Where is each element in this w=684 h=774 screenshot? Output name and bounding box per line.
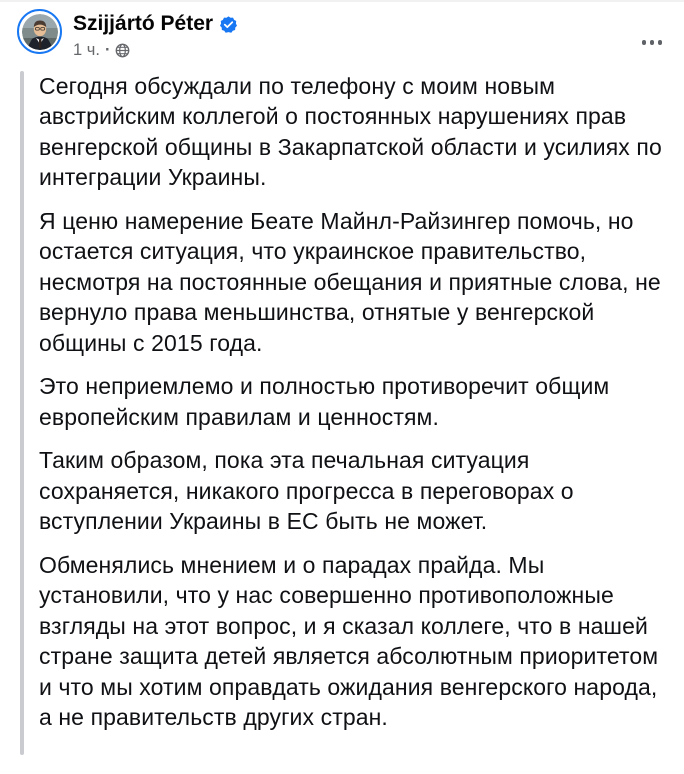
post-paragraph: Я ценю намерение Беате Майнл-Райзингер помочь, но остается ситуация, что украинское правительство, несмотря на постоянные обещания и приятные слова, не вернуло права меньшинства, отнятые у венгерской общины с 2015 года.: [39, 207, 661, 356]
ellipsis-icon: [658, 40, 663, 45]
ellipsis-icon: [650, 40, 655, 45]
avatar[interactable]: [17, 9, 62, 54]
post-header: [0, 2, 684, 65]
post-body: [20, 71, 676, 755]
header-text-block: [73, 9, 237, 59]
profile-name[interactable]: Szijjártó Péter: [73, 12, 214, 35]
post-timestamp[interactable]: 1 ч.: [73, 41, 100, 60]
post-paragraph: Таким образом, пока эта печальная ситуация сохраняется, никакого прогресса в переговорах о вступлении Украины в ЕС быть не может.: [39, 447, 574, 535]
globe-icon: [115, 43, 130, 58]
profile-photo: [22, 14, 58, 50]
more-options-button[interactable]: [638, 36, 667, 49]
ellipsis-icon: [642, 40, 647, 45]
post-paragraph: Сегодня обсуждали по телефону с моим новым австрийским коллегой о постоянных нарушениях прав венгерской общины в Закарпатской области и усилиях по интеграции Украины.: [39, 72, 662, 191]
post-paragraph: Обменялись мнением и о парадах прайда. Мы установили, что у нас совершенно противоположные взгляды на этот вопрос, и я сказал коллеге, что в нашей стране защита детей является абсолютным приоритетом и что мы хотим оправдать ожидания венгерского народа, а не правительств других стран.: [39, 551, 659, 731]
meta-separator: ·: [104, 41, 111, 60]
post-paragraph: Это неприемлемо и полностью противоречит общим европейским правилам и ценностям.: [39, 373, 610, 430]
post-text: [24, 71, 676, 755]
verified-badge-icon: [220, 16, 237, 33]
